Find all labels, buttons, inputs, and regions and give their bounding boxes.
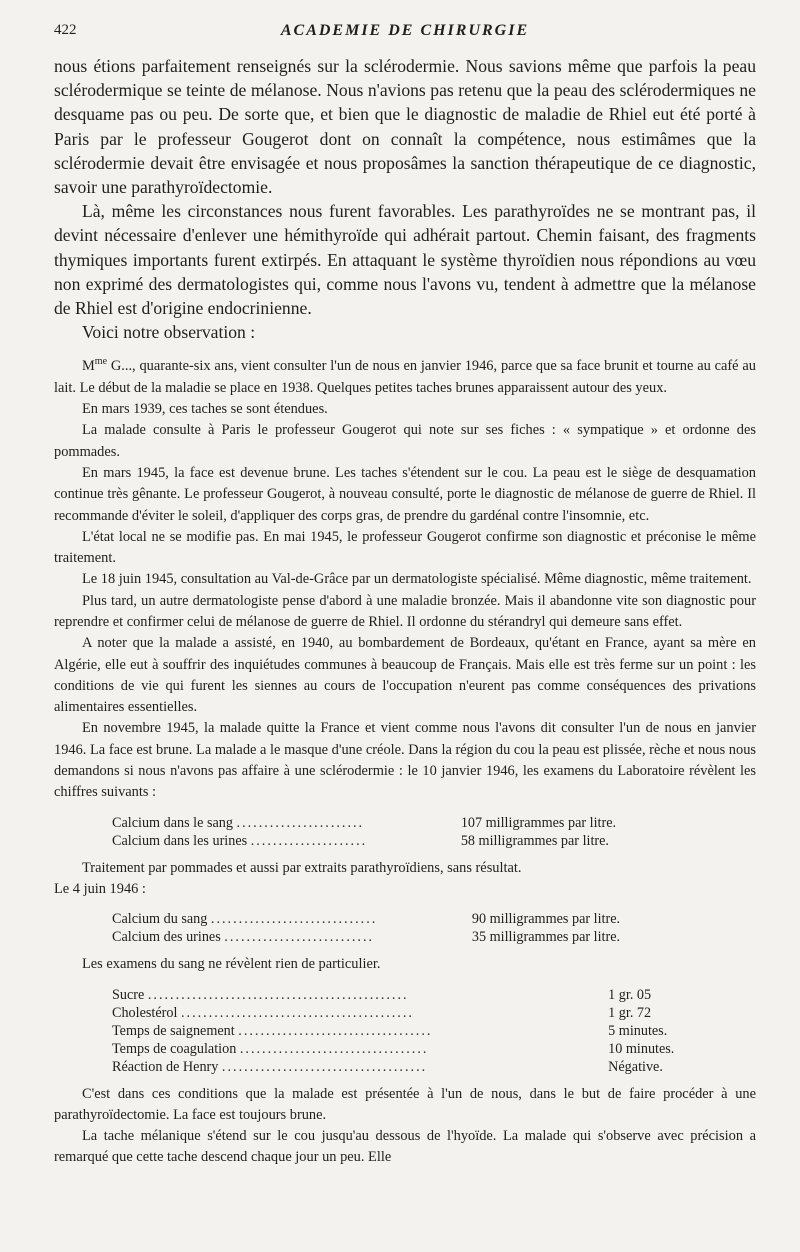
table-row	[112, 1040, 712, 1058]
observation-paragraph: En mars 1945, la face est devenue brune. Les taches s'étendent sur le cou. La peau est le siège de desquamation continue très gênante. Le professeur Gougerot, à nouveau consulté, porte le diagnostic de mélanose de guerre de Rhiel. Il recommande d'éviter le soleil, d'appliquer des corps gras, de prendre du gardénal contre l'insomnie, etc.	[54, 464, 756, 524]
table-cell-label: Réaction de Henry .....................................	[112, 1058, 428, 1075]
observation-paragraph	[54, 356, 756, 399]
body-paragraph: nous étions parfaitement renseignés sur la sclérodermie. Nous savions même que parfois la peau sclérodermique se teinte de mélanose. Nous n'avions pas retenu que la peau des sclérodermiques ne desquame pas ou peu. De sorte que, et bien que le diagnostic de maladie de Rhiel eut été porté à Paris par le professeur Gougerot dont on connaît la compétence, nous estimâmes que la sclérodermie devait être envisagée et nous proposâmes la sanction thérapeutique de ce diagnostic, savoir une parathyroïdectomie.	[54, 56, 756, 198]
lab-results-table-blood	[112, 986, 712, 1076]
table-cell-label: Cholestérol ..........................................	[112, 1004, 414, 1021]
table-cell-label: Temps de saignement ...................................	[112, 1022, 433, 1039]
page-header	[54, 22, 756, 44]
observation-paragraph: Le 4 juin 1946 :	[54, 880, 146, 897]
observation-paragraph: En novembre 1945, la malade quitte la France et vient comme nous l'avons dit consulter l'un de nous en janvier 1946. La face est brune. La malade a le masque d'une créole. Dans la région du cou la peau est plissée, rèche et nous nous demandons si nous n'avons pas affaire à une sclérodermie : le 10 janvier 1946, les examens du Laboratoire révèlent les chiffres suivants :	[54, 720, 756, 801]
table-cell-label: Calcium des urines ...........................	[112, 929, 375, 946]
body-paragraph: Voici notre observation :	[82, 322, 256, 343]
observation-paragraph: C'est dans ces conditions que la malade est présentée à l'un de nous, dans le but de faire procéder à une parathyroïdectomie. La face est toujours brune.	[54, 1085, 756, 1123]
observation-text: G..., quarante-six ans, vient consulter l'un de nous en janvier 1946, parce que sa face brunit et tourne au café au lait. Le début de la maladie se place en 1938. Quelques petites taches brunes apparaissent autour des yeux.	[54, 358, 756, 396]
table-cell-label: Calcium dans le sang .......................	[112, 814, 365, 831]
lab-results-table-calcium-1	[112, 814, 672, 850]
table-row	[112, 1058, 712, 1076]
table-row	[112, 1004, 712, 1022]
observation-superscript: me	[94, 356, 108, 368]
observation-paragraph: Traitement par pommades et aussi par extraits parathyroïdiens, sans résultat.	[82, 859, 522, 876]
table-cell-value: 35 milligrammes par litre.	[471, 929, 621, 946]
table-cell-value: 10 minutes.	[608, 1040, 675, 1057]
table-cell-label: Sucre ...............................................	[112, 986, 409, 1003]
observation-paragraph: L'état local ne se modifie pas. En mai 1945, le professeur Gougerot confirme son diagnostic et préconise le même traitement.	[54, 528, 756, 567]
observation-paragraph: Plus tard, un autre dermatologiste pense d'abord à une maladie bronzée. Mais il abandonne vite son diagnostic pour reprendre et confirmer celui de mélanose de guerre de Rhiel. Il ordonne du stérandryl qui demeure sans effet.	[54, 592, 756, 630]
table-cell-value: 90 milligrammes par litre.	[471, 911, 621, 928]
table-row	[112, 928, 672, 946]
page-number: 422	[54, 22, 77, 38]
body-paragraph: Là, même les circonstances nous furent favorables. Les parathyroïdes ne se montrant pas, il devint nécessaire d'enlever une hémithyroïde qui adhérait partout. Chemin faisant, des fragments thymiques importants furent extirpés. En attaquant le système thyroïdien nous répondions au vœu non exprimé des dermatologistes qui, comme nous l'avons vu, tendent à admettre que la mélanose de Rhiel est d'origine endocrinienne.	[54, 201, 756, 319]
table-cell-label: Calcium dans les urines .....................	[112, 832, 368, 849]
table-cell-label: Calcium du sang ..............................	[112, 911, 378, 928]
table-cell-value: 1 gr. 72	[608, 1004, 652, 1021]
running-title: ACADEMIE DE CHIRURGIE	[280, 22, 530, 39]
observation-paragraph: Le 18 juin 1945, consultation au Val-de-Grâce par un dermatologiste spécialisé. Même diagnostic, même traitement.	[82, 571, 752, 588]
observation-paragraph: La tache mélanique s'étend sur le cou jusqu'au dessous de l'hyoïde. La malade qui s'observe avec précision a remarqué que cette tache descend chaque jour un peu. Elle	[54, 1128, 756, 1166]
table-row	[112, 910, 672, 928]
table-cell-label: Temps de coagulation ..................................	[112, 1040, 429, 1057]
table-row	[112, 832, 672, 850]
table-cell-value: 58 milligrammes par litre.	[460, 832, 609, 849]
table-cell-value: 107 milligrammes par litre.	[460, 814, 617, 831]
observation-paragraph: A noter que la malade a assisté, en 1940, au bombardement de Bordeaux, qu'étant en France, ayant sa mère en Algérie, elle eut à souffrir des inquiétudes communes à beaucoup de Français. Mais elle est très ferme sur un point : les conditions de vie qui furent les siennes au cours de l'occupation n'eurent pas comme conséquences des privations alimentaires essentielles.	[54, 635, 756, 716]
lab-results-table-calcium-2	[112, 910, 672, 946]
table-cell-value: 5 minutes.	[608, 1022, 668, 1039]
observation-paragraph: En mars 1939, ces taches se sont étendues.	[82, 401, 328, 418]
table-cell-value: 1 gr. 05	[608, 986, 652, 1003]
observation-paragraph: Les examens du sang ne révèlent rien de particulier.	[82, 956, 381, 973]
observation-paragraph: La malade consulte à Paris le professeur Gougerot qui note sur ses fiches : « sympatique » et ordonne des pommades.	[54, 422, 756, 460]
table-row	[112, 986, 712, 1004]
table-cell-value: Négative.	[608, 1058, 663, 1075]
observation-prefix: M	[82, 358, 95, 375]
table-row	[112, 1022, 712, 1040]
table-row	[112, 814, 672, 832]
